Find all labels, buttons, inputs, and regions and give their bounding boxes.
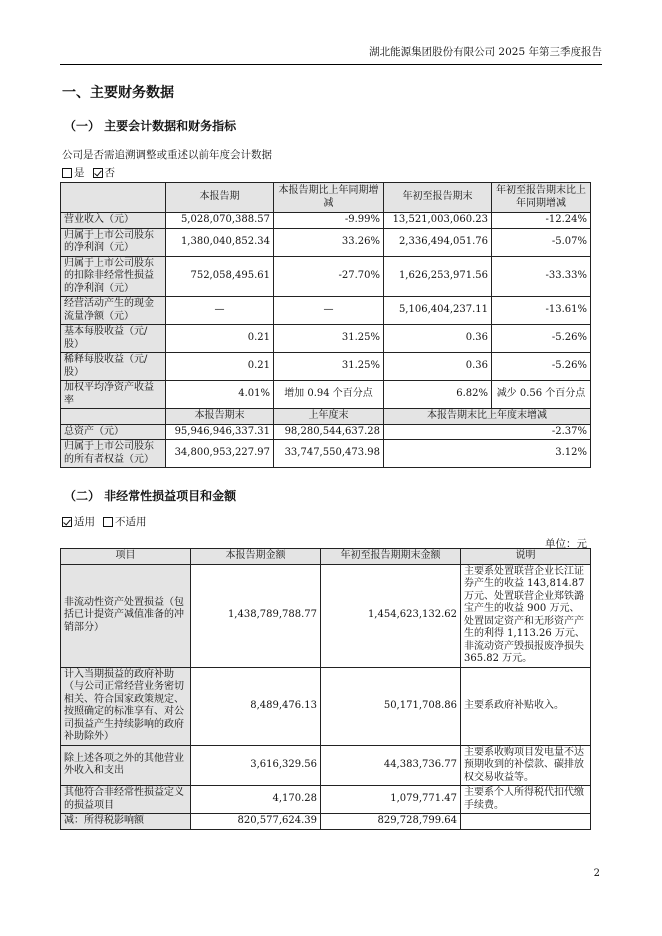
- table-cell: -5.26%: [492, 325, 591, 353]
- option-applicable-label: 适用: [74, 516, 95, 528]
- header-cell: 本报告期: [166, 183, 274, 213]
- row-label: 其他符合非经常性损益定义的损益项目: [61, 786, 191, 814]
- row-label: 归属于上市公司股东的所有者权益（元）: [61, 440, 166, 468]
- row-label: 非流动性资产处置损益（包括已计提资产减值准备的冲销部分）: [61, 564, 191, 667]
- option-no-label: 否: [104, 167, 115, 179]
- table-cell: 减少 0.56 个百分点: [492, 381, 591, 409]
- header-cell: 项目: [61, 549, 191, 565]
- table-row: [61, 256, 591, 297]
- table-cell: 1,438,789,788.77: [191, 564, 321, 667]
- table-cell: 0.21: [166, 353, 274, 381]
- description-cell: 主要系处置联营企业长江证券产生的收益 143,814.87 万元、处置联营企业郑铁潞宝产生的收益 900 万元、处置固定资产和无形资产产生的利得 1,113.26 万元、非流动资产毁损报废净损失 365.82 万元。: [461, 564, 591, 667]
- table-cell: -12.24%: [492, 213, 591, 229]
- table-cell: -27.70%: [274, 256, 384, 297]
- section-title-financial-data: 一、主要财务数据: [62, 85, 174, 101]
- main-financial-table: [60, 182, 591, 468]
- table-cell: 6.82%: [384, 381, 492, 409]
- subsection-title-non-recurring: （二） 非经常性损益项目和金额: [64, 489, 237, 503]
- row-label: 基本每股收益（元/股）: [61, 325, 166, 353]
- table-cell: 752,058,495.61: [166, 256, 274, 297]
- subheader-cell: [61, 409, 166, 425]
- header-cell: 本报告期金额: [191, 549, 321, 565]
- page-number: 2: [593, 868, 600, 879]
- table-row: [61, 325, 591, 353]
- table-cell: 31.25%: [274, 325, 384, 353]
- table-cell: 1,380,040,852.34: [166, 228, 274, 256]
- checkbox-not-applicable-icon[interactable]: [103, 517, 113, 527]
- table-cell: 5,106,404,237.11: [384, 297, 492, 325]
- restatement-question: 公司是否需追溯调整或重述以前年度会计数据: [62, 149, 272, 161]
- table-row: [61, 814, 591, 830]
- table-cell: 44,383,736.77: [321, 745, 461, 786]
- table-cell: 0.21: [166, 325, 274, 353]
- table-cell: 95,946,946,337.31: [166, 424, 274, 440]
- header-cell: [61, 183, 166, 213]
- unit-label: 单位：元: [545, 538, 587, 550]
- table-row: [61, 297, 591, 325]
- table-cell: 4.01%: [166, 381, 274, 409]
- row-label: 加权平均净资产收益率: [61, 381, 166, 409]
- table-cell: -9.99%: [274, 213, 384, 229]
- table-row: [61, 424, 591, 440]
- table-cell: 3.12%: [384, 440, 591, 468]
- table-cell: 1,454,623,132.62: [321, 564, 461, 667]
- table-row: [61, 564, 591, 667]
- table-cell: 5,028,070,388.57: [166, 213, 274, 229]
- table-header-row: [61, 549, 591, 565]
- option-not-applicable-label: 不适用: [115, 516, 147, 528]
- description-cell: 主要系收购项目发电量不达预期收到的补偿款、碳排放权交易收益等。: [461, 745, 591, 786]
- subheader-cell: 本报告期末: [166, 409, 274, 425]
- subheader-cell: 上年度末: [274, 409, 384, 425]
- table-cell: 1,626,253,971.56: [384, 256, 492, 297]
- checkbox-applicable-checked-icon[interactable]: [62, 517, 72, 527]
- table-cell: -2.37%: [384, 424, 591, 440]
- table-cell: 34,800,953,227.97: [166, 440, 274, 468]
- row-label: 除上述各项之外的其他营业外收入和支出: [61, 745, 191, 786]
- restatement-options: [62, 165, 115, 180]
- table-cell: -5.07%: [492, 228, 591, 256]
- row-label: 经营活动产生的现金流量净额（元）: [61, 297, 166, 325]
- row-label: 归属于上市公司股东的净利润（元）: [61, 228, 166, 256]
- row-label: 稀释每股收益（元/股）: [61, 353, 166, 381]
- table-cell: 33,747,550,473.98: [274, 440, 384, 468]
- row-label: 归属于上市公司股东的扣除非经常性损益的净利润（元）: [61, 256, 166, 297]
- subsection-title-accounting-data: （一） 主要会计数据和财务指标: [64, 119, 237, 133]
- checkbox-yes-icon[interactable]: [62, 168, 72, 178]
- option-yes-label: 是: [74, 167, 85, 179]
- table-cell: 1,079,771.47: [321, 786, 461, 814]
- row-label: 减：所得税影响额: [61, 814, 191, 830]
- table-row: [61, 745, 591, 786]
- table-cell: 4,170.28: [191, 786, 321, 814]
- header-cell: 年初至报告期末: [384, 183, 492, 213]
- header-cell: 说明: [461, 549, 591, 565]
- table-row: [61, 213, 591, 229]
- table-row: [61, 228, 591, 256]
- non-recurring-table: [60, 548, 591, 830]
- row-label: 总资产（元）: [61, 424, 166, 440]
- table-cell: 98,280,544,637.28: [274, 424, 384, 440]
- applicability-options: [62, 514, 147, 529]
- table-cell: 33.26%: [274, 228, 384, 256]
- description-cell: 主要系政府补贴收入。: [461, 667, 591, 745]
- table-cell: 3,616,329.56: [191, 745, 321, 786]
- table-cell: 829,728,799.64: [321, 814, 461, 830]
- table-cell: 13,521,003,060.23: [384, 213, 492, 229]
- subheader-cell: 本报告期末比上年度末增减: [384, 409, 591, 425]
- checkbox-no-checked-icon[interactable]: [93, 168, 103, 178]
- table-cell: 2,336,494,051.76: [384, 228, 492, 256]
- table-cell: 31.25%: [274, 353, 384, 381]
- table-cell: 0.36: [384, 353, 492, 381]
- description-cell: 主要系个人所得税代扣代缴手续费。: [461, 786, 591, 814]
- table-header-row: [61, 183, 591, 213]
- table-row: [61, 786, 591, 814]
- table-row: [61, 440, 591, 468]
- table-cell: 820,577,624.39: [191, 814, 321, 830]
- table-cell: 0.36: [384, 325, 492, 353]
- table-cell: -33.33%: [492, 256, 591, 297]
- table-cell: —: [274, 297, 384, 325]
- table-cell: —: [166, 297, 274, 325]
- table-row: [61, 667, 591, 745]
- table-cell: 50,171,708.86: [321, 667, 461, 745]
- row-label: 计入当期损益的政府补助（与公司正常经营业务密切相关、符合国家政策规定、按照确定的标准享有、对公司损益产生持续影响的政府补助除外）: [61, 667, 191, 745]
- header-cell: 年初至报告期末比上年同期增减: [492, 183, 591, 213]
- table-cell: -13.61%: [492, 297, 591, 325]
- table-subheader-row: [61, 409, 591, 425]
- header-title: 湖北能源集团股份有限公司 2025 年第三季度报告: [369, 46, 602, 58]
- table-row: [61, 381, 591, 409]
- table-cell: -5.26%: [492, 353, 591, 381]
- header-cell: 年初至报告期期末金额: [321, 549, 461, 565]
- description-cell: [461, 814, 591, 830]
- row-label: 营业收入（元）: [61, 213, 166, 229]
- table-cell: 8,489,476.13: [191, 667, 321, 745]
- table-cell: 增加 0.94 个百分点: [274, 381, 384, 409]
- page-header: [60, 44, 602, 65]
- header-cell: 本报告期比上年同期增减: [274, 183, 384, 213]
- table-row: [61, 353, 591, 381]
